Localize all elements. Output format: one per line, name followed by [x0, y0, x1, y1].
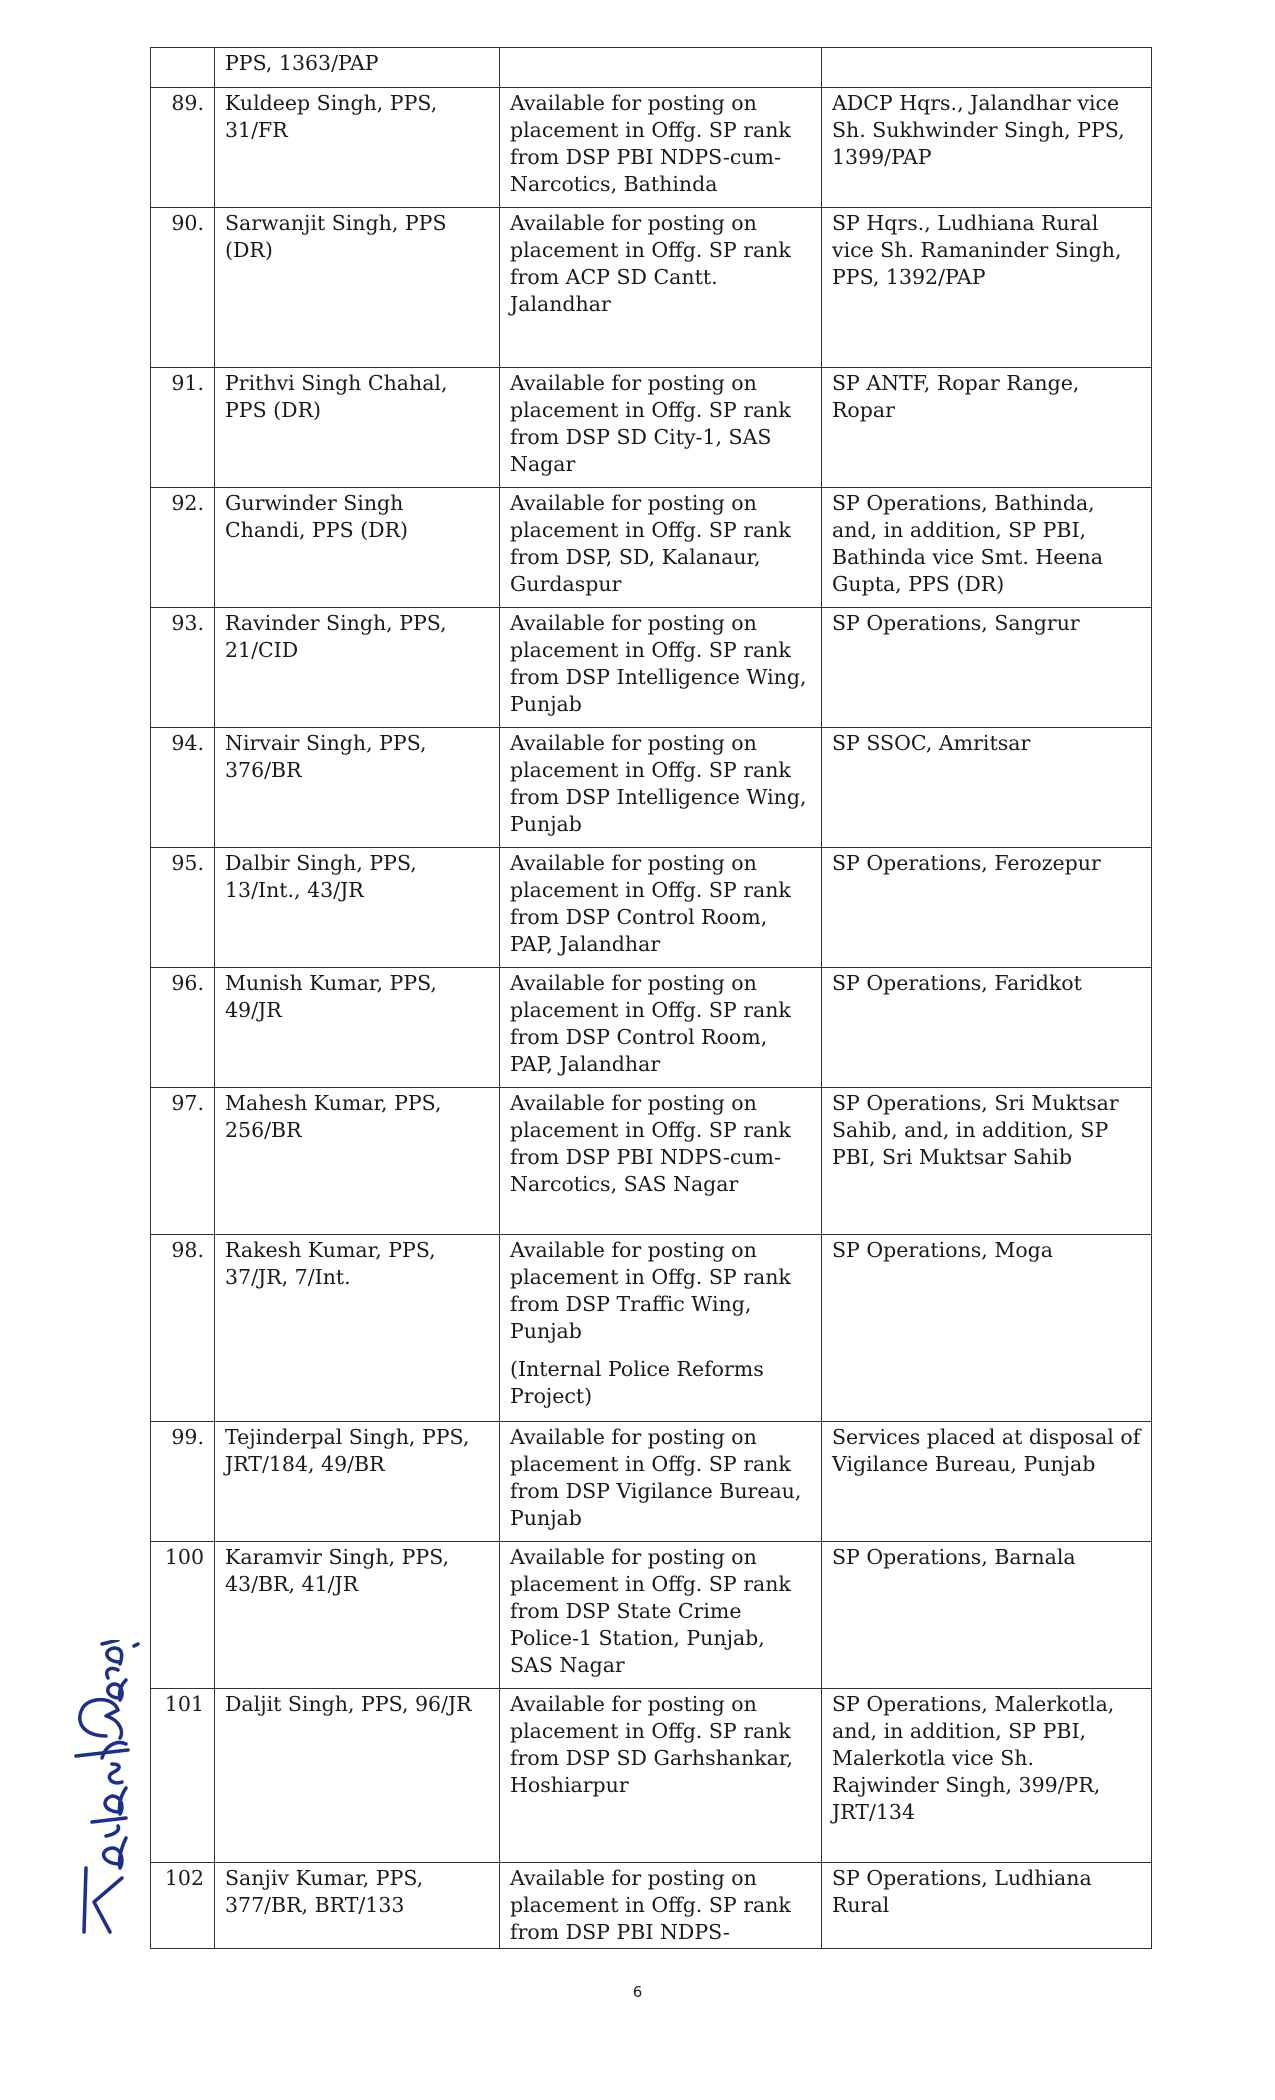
current-posting-cell	[500, 608, 822, 728]
new-posting-text: ADCP Hqrs., Jalandhar vice Sh. Sukhwinder Singh, PPS, 1399/PAP	[832, 91, 1125, 169]
current-posting-cell	[500, 968, 822, 1088]
new-posting-text: SP Operations, Faridkot	[832, 971, 1082, 995]
current-posting-cell	[500, 1235, 822, 1422]
table-row	[151, 1863, 1152, 1949]
officer-name-cell	[215, 968, 500, 1088]
officer-name-cell	[215, 1422, 500, 1542]
new-posting-cell	[822, 1863, 1152, 1949]
current-posting-text: Available for posting on placement in Offg. SP rank from ACP SD Cantt. Jalandhar	[510, 211, 791, 316]
new-posting-cell	[822, 488, 1152, 608]
current-posting-text: Available for posting on placement in Offg. SP rank from DSP State Crime Police-1 Station, Punjab, SAS Nagar	[510, 1545, 791, 1677]
current-posting-cell	[500, 728, 822, 848]
officer-name-text: Sanjiv Kumar, PPS, 377/BR, BRT/133	[225, 1866, 424, 1917]
current-posting-text: Available for posting on placement in Offg. SP rank from DSP PBI NDPS-cum-Narcotics, SAS Nagar	[510, 1091, 791, 1196]
serial-number-text: 89.	[171, 91, 204, 115]
new-posting-text: SP Operations, Malerkotla, and, in addition, SP PBI, Malerkotla vice Sh. Rajwinder Singh, 399/PR, JRT/134	[832, 1692, 1115, 1824]
serial-number-text: 92.	[171, 491, 204, 515]
table-row	[151, 608, 1152, 728]
table-row	[151, 968, 1152, 1088]
table-row	[151, 728, 1152, 848]
officer-name-cell	[215, 368, 500, 488]
officer-name-text: Mahesh Kumar, PPS, 256/BR	[225, 1091, 442, 1142]
current-posting-cell	[500, 1689, 822, 1863]
new-posting-cell	[822, 1422, 1152, 1542]
posting-note-text: (Internal Police Reforms Project)	[510, 1357, 764, 1408]
new-posting-text: SP Operations, Moga	[832, 1238, 1054, 1262]
serial-number-cell	[151, 848, 215, 968]
new-posting-text: SP Operations, Ludhiana Rural	[832, 1866, 1092, 1917]
officer-name-cell	[215, 728, 500, 848]
table-row	[151, 48, 1152, 88]
serial-number-text: 94.	[171, 731, 204, 755]
serial-number-cell	[151, 88, 215, 208]
new-posting-text: SP SSOC, Amritsar	[832, 731, 1031, 755]
serial-number-cell	[151, 1235, 215, 1422]
new-posting-text: SP Operations, Barnala	[832, 1545, 1076, 1569]
table-row	[151, 488, 1152, 608]
new-posting-cell	[822, 1088, 1152, 1235]
signature	[62, 1640, 172, 1940]
serial-number-text: 98.	[171, 1238, 204, 1262]
serial-number-cell	[151, 208, 215, 368]
current-posting-cell	[500, 48, 822, 88]
officer-name-cell	[215, 1542, 500, 1689]
current-posting-text: Available for posting on placement in Offg. SP rank from DSP Control Room, PAP, Jalandhar	[510, 971, 791, 1076]
serial-number-cell	[151, 368, 215, 488]
officer-name-text: Dalbir Singh, PPS, 13/Int., 43/JR	[225, 851, 417, 902]
transfer-table-body	[151, 48, 1152, 1949]
officer-name-text: Rakesh Kumar, PPS, 37/JR, 7/Int.	[225, 1238, 436, 1289]
table-row	[151, 1235, 1152, 1422]
current-posting-text: Available for posting on placement in Offg. SP rank from DSP PBI NDPS-cum-Narcotics, Bathinda	[510, 91, 791, 196]
table-row	[151, 88, 1152, 208]
officer-name-text: Gurwinder Singh Chandi, PPS (DR)	[225, 491, 409, 542]
officer-name-cell	[215, 488, 500, 608]
page-number: 6	[632, 1983, 643, 2001]
table-row	[151, 368, 1152, 488]
new-posting-cell	[822, 48, 1152, 88]
new-posting-cell	[822, 968, 1152, 1088]
table-row	[151, 1542, 1152, 1689]
officer-name-cell	[215, 608, 500, 728]
current-posting-text: Available for posting on placement in Offg. SP rank from DSP Intelligence Wing, Punjab	[510, 731, 807, 836]
current-posting-text: Available for posting on placement in Offg. SP rank from DSP PBI NDPS-	[510, 1866, 791, 1944]
current-posting-text: Available for posting on placement in Offg. SP rank from DSP Vigilance Bureau, Punjab	[510, 1425, 802, 1530]
serial-number-text: 93.	[171, 611, 204, 635]
officer-name-cell	[215, 1088, 500, 1235]
officer-name-cell	[215, 1235, 500, 1422]
new-posting-cell	[822, 1542, 1152, 1689]
current-posting-cell	[500, 208, 822, 368]
new-posting-text: SP Hqrs., Ludhiana Rural vice Sh. Ramaninder Singh, PPS, 1392/PAP	[832, 211, 1122, 289]
serial-number-text: 91.	[171, 371, 204, 395]
serial-number-cell	[151, 488, 215, 608]
current-posting-cell	[500, 1422, 822, 1542]
transfer-table	[150, 47, 1152, 1949]
new-posting-text: SP Operations, Bathinda, and, in addition, SP PBI, Bathinda vice Smt. Heena Gupta, PPS (DR)	[832, 491, 1103, 596]
officer-name-text: Nirvair Singh, PPS, 376/BR	[225, 731, 427, 782]
officer-name-text: Karamvir Singh, PPS, 43/BR, 41/JR	[225, 1545, 450, 1596]
serial-number-cell	[151, 608, 215, 728]
serial-number-text: 99.	[171, 1425, 204, 1449]
serial-number-text: 97.	[171, 1091, 204, 1115]
new-posting-cell	[822, 1689, 1152, 1863]
table-row	[151, 1689, 1152, 1863]
current-posting-cell	[500, 368, 822, 488]
table-row	[151, 1422, 1152, 1542]
serial-number-cell	[151, 968, 215, 1088]
new-posting-cell	[822, 1235, 1152, 1422]
officer-name-text: Kuldeep Singh, PPS, 31/FR	[225, 91, 438, 142]
new-posting-cell	[822, 88, 1152, 208]
new-posting-cell	[822, 368, 1152, 488]
table-row	[151, 848, 1152, 968]
officer-name-cell	[215, 208, 500, 368]
current-posting-cell	[500, 488, 822, 608]
serial-number-text: 90.	[171, 211, 204, 235]
officer-name-text: Daljit Singh, PPS, 96/JR	[225, 1692, 472, 1716]
new-posting-cell	[822, 208, 1152, 368]
serial-number-cell	[151, 48, 215, 88]
new-posting-text: SP ANTF, Ropar Range, Ropar	[832, 371, 1080, 422]
new-posting-text: SP Operations, Sangrur	[832, 611, 1080, 635]
current-posting-cell	[500, 1088, 822, 1235]
officer-name-cell	[215, 48, 500, 88]
table-row	[151, 1088, 1152, 1235]
current-posting-cell	[500, 1542, 822, 1689]
current-posting-text: Available for posting on placement in Offg. SP rank from DSP, SD, Kalanaur, Gurdaspur	[510, 491, 791, 596]
serial-number-cell	[151, 1088, 215, 1235]
current-posting-cell	[500, 1863, 822, 1949]
officer-name-text: Prithvi Singh Chahal, PPS (DR)	[225, 371, 448, 422]
serial-number-text: 100	[164, 1545, 204, 1569]
serial-number-text: 95.	[171, 851, 204, 875]
new-posting-text: Services placed at disposal of Vigilance Bureau, Punjab	[832, 1425, 1141, 1476]
serial-number-text: 96.	[171, 971, 204, 995]
serial-number-cell	[151, 728, 215, 848]
officer-name-text: PPS, 1363/PAP	[225, 51, 379, 75]
current-posting-text: Available for posting on placement in Offg. SP rank from DSP SD Garhshankar, Hoshiarpur	[510, 1692, 793, 1797]
new-posting-cell	[822, 608, 1152, 728]
officer-name-text: Sarwanjit Singh, PPS (DR)	[225, 211, 447, 262]
officer-name-cell	[215, 848, 500, 968]
serial-number-text: 102	[164, 1866, 204, 1890]
table-row	[151, 208, 1152, 368]
officer-name-cell	[215, 1863, 500, 1949]
new-posting-text: SP Operations, Ferozepur	[832, 851, 1101, 875]
serial-number-text: 101	[164, 1692, 204, 1716]
new-posting-text: SP Operations, Sri Muktsar Sahib, and, in addition, SP PBI, Sri Muktsar Sahib	[832, 1091, 1119, 1169]
new-posting-cell	[822, 728, 1152, 848]
serial-number-cell	[151, 1422, 215, 1542]
officer-name-text: Munish Kumar, PPS, 49/JR	[225, 971, 437, 1022]
current-posting-text: Available for posting on placement in Offg. SP rank from DSP Intelligence Wing, Punjab	[510, 611, 807, 716]
current-posting-text: Available for posting on placement in Offg. SP rank from DSP SD City-1, SAS Nagar	[510, 371, 791, 476]
officer-name-text: Tejinderpal Singh, PPS, JRT/184, 49/BR	[225, 1425, 470, 1476]
officer-name-text: Ravinder Singh, PPS, 21/CID	[225, 611, 447, 662]
current-posting-text: Available for posting on placement in Offg. SP rank from DSP Control Room, PAP, Jalandhar	[510, 851, 791, 956]
current-posting-cell	[500, 848, 822, 968]
officer-name-cell	[215, 1689, 500, 1863]
current-posting-text: Available for posting on placement in Offg. SP rank from DSP Traffic Wing, Punjab	[510, 1238, 791, 1343]
current-posting-cell	[500, 88, 822, 208]
new-posting-cell	[822, 848, 1152, 968]
officer-name-cell	[215, 88, 500, 208]
